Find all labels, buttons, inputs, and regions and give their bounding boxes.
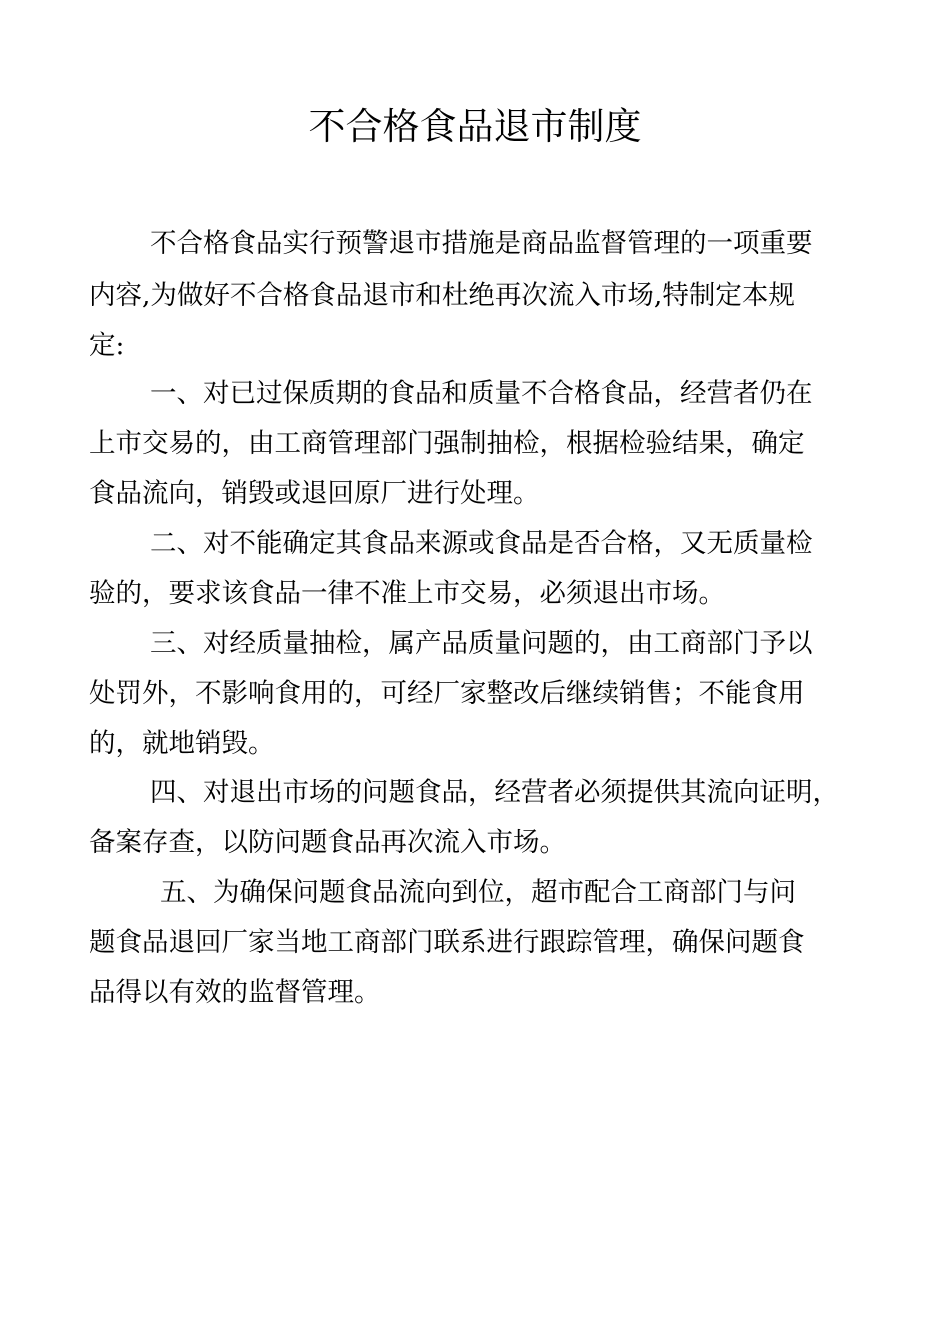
document-title: 不合格食品退市制度 (308, 105, 642, 148)
item-2-line-1: 二、对不能确定其食品来源或食品是否合格，又无质量检 (150, 528, 813, 559)
intro-line-1: 不合格食品实行预警退市措施是商品监督管理的一项重要 (150, 228, 813, 259)
item-3-line-2: 处罚外，不影响食用的，可经厂家整改后继续销售；不能食用 (89, 678, 805, 709)
intro-line-3: 定: (89, 330, 125, 361)
item-1-line-1: 一、对已过保质期的食品和质量不合格食品，经营者仍在 (150, 378, 813, 409)
item-5-line-3: 品得以有效的监督管理。 (89, 977, 381, 1008)
item-1-line-3: 食品流向，销毁或退回原厂进行处理。 (89, 478, 540, 509)
item-3-line-1: 三、对经质量抽检，属产品质量问题的，由工商部门予以 (150, 628, 813, 659)
item-4-line-2: 备案存查，以防问题食品再次流入市场。 (89, 827, 566, 858)
item-5-line-1: 五、为确保问题食品流向到位，超市配合工商部门与问 (160, 877, 796, 908)
item-3-line-3: 的，就地销毁。 (89, 728, 275, 759)
item-4-line-1: 四、对退出市场的问题食品，经营者必须提供其流向证明， (150, 777, 839, 808)
item-1-line-2: 上市交易的，由工商管理部门强制抽检，根据检验结果，确定 (89, 428, 805, 459)
intro-line-2: 内容,为做好不合格食品退市和杜绝再次流入市场,特制定本规 (89, 280, 795, 311)
item-5-line-2: 题食品退回厂家当地工商部门联系进行跟踪管理，确保问题食 (89, 927, 805, 958)
item-2-line-2: 验的，要求该食品一律不准上市交易，必须退出市场。 (89, 578, 725, 609)
